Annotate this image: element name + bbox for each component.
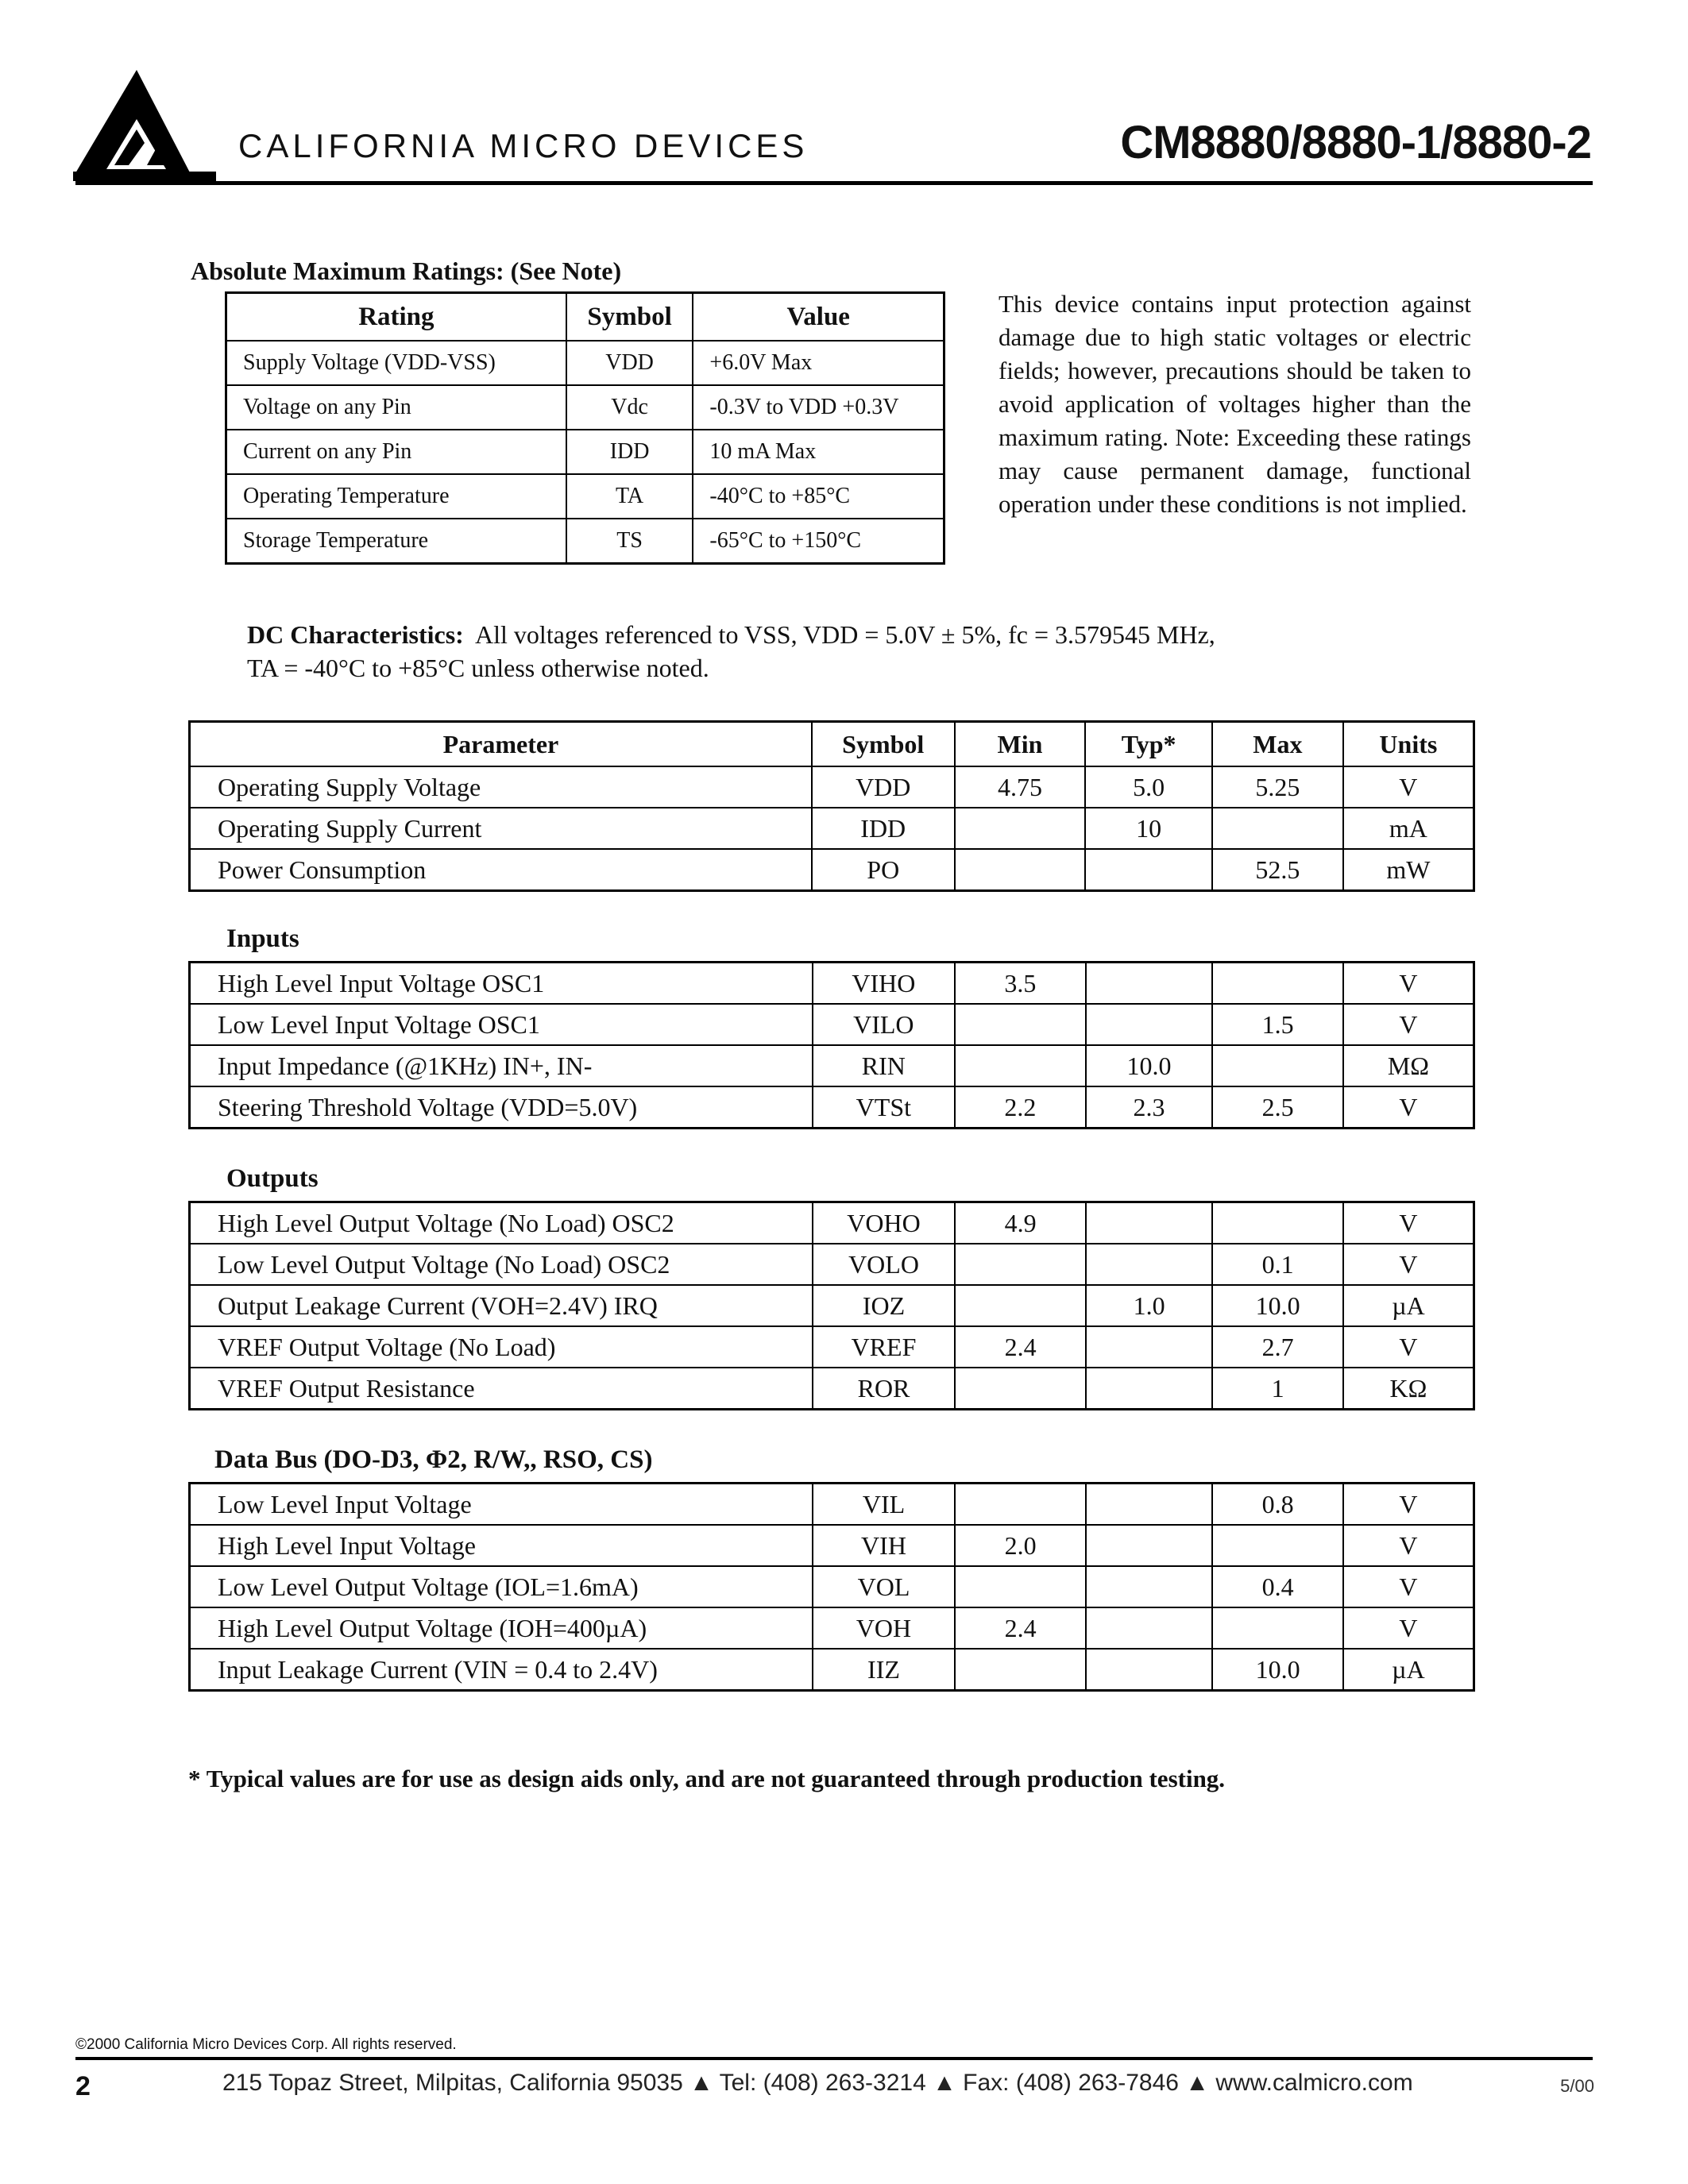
table-row (226, 341, 944, 385)
parameter-cell: Power Consumption (190, 849, 812, 891)
value-cell: 10 mA Max (693, 430, 944, 474)
max-cell: 0.4 (1212, 1566, 1343, 1607)
symbol-cell: TA (566, 474, 693, 519)
table-row (190, 1566, 1474, 1607)
units-cell: V (1343, 1607, 1474, 1649)
parameter-cell: Operating Supply Voltage (190, 766, 812, 808)
symbol-cell: VIL (813, 1484, 956, 1526)
symbol-cell: VDD (812, 766, 955, 808)
units-cell: V (1343, 1484, 1474, 1526)
symbol-cell: VREF (813, 1326, 956, 1368)
inputs-table (188, 961, 1475, 1129)
min-cell (955, 808, 1086, 849)
col-header: Rating (226, 293, 566, 341)
min-cell: 4.75 (955, 766, 1086, 808)
symbol-cell: IDD (812, 808, 955, 849)
table-row (190, 1045, 1474, 1086)
table-row (190, 766, 1474, 808)
parameter-cell: High Level Input Voltage (190, 1525, 813, 1566)
parameter-cell: Low Level Input Voltage (190, 1484, 813, 1526)
symbol-cell: VDD (566, 341, 693, 385)
min-cell (955, 1045, 1086, 1086)
table-row (190, 849, 1474, 891)
typ-cell (1086, 1202, 1213, 1244)
units-cell: V (1343, 766, 1474, 808)
min-cell: 2.2 (955, 1086, 1086, 1129)
typ-cell (1086, 1566, 1212, 1607)
max-cell: 10.0 (1212, 1649, 1343, 1691)
symbol-cell: ROR (813, 1368, 956, 1410)
col-header: Typ* (1085, 722, 1212, 767)
table-row (190, 1086, 1474, 1129)
value-cell: -40°C to +85°C (693, 474, 944, 519)
units-cell: MΩ (1343, 1045, 1474, 1086)
units-cell: V (1343, 1004, 1474, 1045)
footer-rule (75, 2057, 1593, 2060)
parameter-cell: Low Level Output Voltage (No Load) OSC2 (190, 1244, 813, 1285)
units-cell: V (1343, 1566, 1474, 1607)
value-cell: -0.3V to VDD +0.3V (693, 385, 944, 430)
max-cell: 0.1 (1212, 1244, 1343, 1285)
inputs-title: Inputs (226, 924, 299, 953)
symbol-cell: VIHO (813, 963, 956, 1005)
typ-cell: 2.3 (1086, 1086, 1213, 1129)
parameter-cell: Input Leakage Current (VIN = 0.4 to 2.4V) (190, 1649, 813, 1691)
typ-cell (1085, 849, 1212, 891)
parameter-cell: High Level Input Voltage OSC1 (190, 963, 813, 1005)
min-cell: 2.0 (955, 1525, 1086, 1566)
dc-header-row (190, 722, 1474, 767)
symbol-cell: PO (812, 849, 955, 891)
value-cell: +6.0V Max (693, 341, 944, 385)
max-cell (1212, 1607, 1343, 1649)
typ-cell: 10.0 (1086, 1045, 1213, 1086)
abs-max-title: Absolute Maximum Ratings: (See Note) (191, 257, 622, 285)
rating-cell: Voltage on any Pin (226, 385, 566, 430)
supply-table (188, 720, 1475, 892)
parameter-cell: Steering Threshold Voltage (VDD=5.0V) (190, 1086, 813, 1129)
typ-cell (1086, 1525, 1212, 1566)
min-cell (955, 1566, 1086, 1607)
col-header: Parameter (190, 722, 812, 767)
table-row (190, 1484, 1474, 1526)
max-cell: 1.5 (1212, 1004, 1343, 1045)
min-cell (955, 1244, 1085, 1285)
symbol-cell: IOZ (813, 1285, 956, 1326)
copyright: ©2000 California Micro Devices Corp. All rights reserved. (75, 2036, 457, 2053)
symbol-cell: VOHO (813, 1202, 956, 1244)
table-row (190, 808, 1474, 849)
company-logo (73, 70, 216, 181)
table-row (226, 519, 944, 564)
outputs-title: Outputs (226, 1164, 319, 1193)
min-cell (955, 849, 1086, 891)
table-row (190, 963, 1474, 1005)
table-row (226, 385, 944, 430)
typ-cell (1086, 1368, 1213, 1410)
table-row (190, 1285, 1474, 1326)
max-cell (1212, 1525, 1343, 1566)
units-cell: V (1343, 1326, 1474, 1368)
min-cell: 2.4 (955, 1607, 1086, 1649)
typ-cell (1086, 1484, 1212, 1526)
parameter-cell: Input Impedance (@1KHz) IN+, IN- (190, 1045, 813, 1086)
max-cell (1212, 963, 1343, 1005)
symbol-cell: TS (566, 519, 693, 564)
symbol-cell: VOH (813, 1607, 956, 1649)
symbol-cell: VIH (813, 1525, 956, 1566)
parameter-cell: Output Leakage Current (VOH=2.4V) IRQ (190, 1285, 813, 1326)
symbol-cell: Vdc (566, 385, 693, 430)
units-cell: µA (1343, 1649, 1474, 1691)
typ-cell (1086, 963, 1213, 1005)
table-row (226, 430, 944, 474)
table-row (190, 1202, 1474, 1244)
dc-conditions-line2: TA = -40°C to +85°C unless otherwise noted. (247, 654, 709, 682)
symbol-cell: VOLO (813, 1244, 956, 1285)
max-cell: 0.8 (1212, 1484, 1343, 1526)
max-cell: 1 (1212, 1368, 1343, 1410)
max-cell: 2.7 (1212, 1326, 1343, 1368)
parameter-cell: VREF Output Resistance (190, 1368, 813, 1410)
typ-cell (1086, 1004, 1213, 1045)
footnote: * Typical values are for use as design aids only, and are not guaranteed through production testing. (188, 1765, 1226, 1792)
typ-cell (1086, 1326, 1213, 1368)
col-header: Symbol (812, 722, 955, 767)
table-row (190, 1004, 1474, 1045)
parameter-cell: Low Level Output Voltage (IOL=1.6mA) (190, 1566, 813, 1607)
typ-cell: 10 (1085, 808, 1212, 849)
typ-cell (1086, 1607, 1212, 1649)
col-header: Value (693, 293, 944, 341)
max-cell (1212, 1202, 1343, 1244)
dc-intro (247, 618, 1215, 685)
table-row (190, 1326, 1474, 1368)
rating-cell: Current on any Pin (226, 430, 566, 474)
col-header: Min (955, 722, 1086, 767)
min-cell (955, 1649, 1086, 1691)
parameter-cell: High Level Output Voltage (No Load) OSC2 (190, 1202, 813, 1244)
units-cell: mW (1343, 849, 1474, 891)
typ-cell (1086, 1649, 1212, 1691)
dc-conditions-line1: All voltages referenced to VSS, VDD = 5.0V ± 5%, fc = 3.579545 MHz, (475, 620, 1215, 649)
part-number: CM8880/8880-1/8880-2 (1120, 117, 1591, 168)
table-row (190, 1368, 1474, 1410)
col-header: Max (1212, 722, 1343, 767)
units-cell: V (1343, 1525, 1474, 1566)
parameter-cell: High Level Output Voltage (IOH=400µA) (190, 1607, 813, 1649)
parameter-cell: Operating Supply Current (190, 808, 812, 849)
max-cell (1212, 1045, 1343, 1086)
footer-address: 215 Topaz Street, Milpitas, California 95035 ▲ Tel: (408) 263-3214 ▲ Fax: (408) 263-7846 ▲ www.calmicro.com (222, 2070, 1413, 2096)
databus-title: Data Bus (DO-D3, Φ2, R/W,, RSO, CS) (214, 1445, 653, 1474)
table-row (190, 1607, 1474, 1649)
min-cell: 3.5 (955, 963, 1086, 1005)
max-cell: 2.5 (1212, 1086, 1343, 1129)
parameter-cell: VREF Output Voltage (No Load) (190, 1326, 813, 1368)
protection-note: This device contains input protection against damage due to high static voltages or electric fields; however, precautions should be taken to avoid application of voltages higher than the maximum rating. Note: Exceeding these ratings may cause permanent damage, functional operation under these conditions is not implied. (999, 290, 1471, 518)
units-cell: mA (1343, 808, 1474, 849)
rating-cell: Supply Voltage (VDD-VSS) (226, 341, 566, 385)
symbol-cell: VTSt (813, 1086, 956, 1129)
typ-cell (1086, 1244, 1213, 1285)
max-cell (1212, 808, 1343, 849)
col-header: Units (1343, 722, 1474, 767)
units-cell: V (1343, 1202, 1474, 1244)
table-row (190, 1525, 1474, 1566)
units-cell: V (1343, 1086, 1474, 1129)
abs-max-header-row (226, 293, 944, 341)
databus-table (188, 1482, 1475, 1692)
company-name: CALIFORNIA MICRO DEVICES (238, 127, 809, 164)
min-cell (955, 1285, 1085, 1326)
header-rule (75, 181, 1593, 185)
rating-cell: Operating Temperature (226, 474, 566, 519)
col-header: Symbol (566, 293, 693, 341)
page-number: 2 (75, 2071, 91, 2101)
max-cell: 5.25 (1212, 766, 1343, 808)
symbol-cell: IIZ (813, 1649, 956, 1691)
units-cell: V (1343, 1244, 1474, 1285)
table-row (226, 474, 944, 519)
min-cell: 4.9 (955, 1202, 1085, 1244)
symbol-cell: VILO (813, 1004, 956, 1045)
dc-label: DC Characteristics: (247, 620, 464, 649)
abs-max-table (225, 291, 945, 565)
footer-date: 5/00 (1560, 2076, 1594, 2096)
min-cell (955, 1368, 1085, 1410)
units-cell: µA (1343, 1285, 1474, 1326)
value-cell: -65°C to +150°C (693, 519, 944, 564)
units-cell: V (1343, 963, 1474, 1005)
units-cell: KΩ (1343, 1368, 1474, 1410)
symbol-cell: VOL (813, 1566, 956, 1607)
outputs-table (188, 1201, 1475, 1410)
min-cell (955, 1484, 1086, 1526)
table-row (190, 1649, 1474, 1691)
typ-cell: 1.0 (1086, 1285, 1213, 1326)
typ-cell: 5.0 (1085, 766, 1212, 808)
symbol-cell: IDD (566, 430, 693, 474)
symbol-cell: RIN (813, 1045, 956, 1086)
max-cell: 52.5 (1212, 849, 1343, 891)
max-cell: 10.0 (1212, 1285, 1343, 1326)
table-row (190, 1244, 1474, 1285)
rating-cell: Storage Temperature (226, 519, 566, 564)
parameter-cell: Low Level Input Voltage OSC1 (190, 1004, 813, 1045)
min-cell (955, 1004, 1086, 1045)
min-cell: 2.4 (955, 1326, 1085, 1368)
